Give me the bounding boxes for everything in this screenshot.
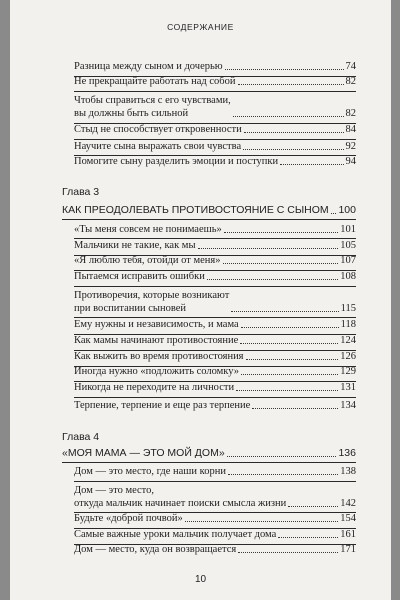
toc-entry-page: 94 (345, 156, 356, 167)
running-header: СОДЕРЖАНИЕ (167, 22, 234, 32)
toc-entry-page: 118 (340, 319, 356, 330)
toc-entry-page: 74 (345, 61, 356, 72)
leader-dots (231, 311, 338, 312)
toc-entry-page: 107 (340, 255, 356, 266)
toc-entry (74, 318, 356, 331)
toc-entry-title: Никогда не переходите на личности (74, 382, 235, 393)
toc-section-page: 136 (338, 447, 356, 459)
leader-dots (233, 116, 344, 117)
leader-dots (240, 343, 338, 344)
toc-entry-title-line: при воспитании сыновей (74, 303, 187, 314)
section-divider (62, 462, 356, 463)
toc-entry (74, 543, 356, 556)
toc-entry-page: 142 (340, 498, 356, 509)
leader-dots (238, 552, 338, 553)
leader-dots (238, 84, 344, 85)
leader-dots (331, 213, 337, 214)
leader-dots (207, 279, 338, 280)
toc-entry-page: 82 (345, 76, 356, 87)
toc-entry-page: 126 (340, 351, 356, 362)
toc-entry-title: Ему нужны и независимость, и мама (74, 319, 239, 330)
leader-dots (278, 537, 338, 538)
toc-entry (74, 270, 356, 283)
toc-entry (74, 155, 356, 168)
leader-dots (223, 263, 339, 264)
toc-section (62, 204, 356, 217)
toc-entry (74, 289, 356, 315)
toc-entry-page: 131 (340, 382, 356, 393)
toc-entry (74, 223, 356, 236)
toc-entry (74, 528, 356, 541)
leader-dots (236, 390, 338, 391)
toc-entry-page: 154 (340, 513, 356, 524)
toc-entry (74, 484, 356, 510)
toc-entry-page: 134 (340, 400, 356, 411)
toc-entry-title: Терпение, терпение и еще раз терпение (74, 400, 251, 411)
leader-dots (241, 374, 338, 375)
toc-entry-title: Помогите сыну разделить эмоции и поступки (74, 156, 279, 167)
section-divider (62, 219, 356, 220)
leader-dots (185, 521, 338, 522)
toc-entry-title: Будьте «доброй почвой» (74, 513, 183, 524)
toc-entry-page: 124 (340, 335, 356, 346)
toc-entry-title (74, 484, 286, 510)
toc-entry-title: Как выжить во время противостояния (74, 351, 244, 362)
toc-entry (74, 140, 356, 153)
toc-entry-title: «Ты меня совсем не понимаешь» (74, 224, 222, 235)
toc-entry-title: Иногда нужно «подложить соломку» (74, 366, 240, 377)
toc-entry-title: Пытаемся исправить ошибки (74, 271, 205, 282)
toc-entry-page: 84 (345, 124, 356, 135)
entry-divider (74, 481, 356, 482)
toc-entry-page: 171 (340, 544, 356, 555)
chapter-label: Глава 4 (62, 431, 100, 443)
toc-entry (74, 465, 356, 478)
toc-entry (74, 512, 356, 525)
toc-entry-title: «Я люблю тебя, отойди от меня» (74, 255, 221, 266)
toc-entry-page: 161 (340, 529, 356, 540)
entry-divider (74, 91, 356, 92)
toc-section (62, 447, 356, 460)
toc-entry-title (74, 289, 229, 315)
toc-entry-page: 105 (340, 240, 356, 251)
toc-entry (74, 381, 356, 394)
toc-entry-title: Самые важные уроки мальчик получает дома (74, 529, 277, 540)
toc-section-title: «МОЯ МАМА — ЭТО МОЙ ДОМ» (62, 447, 225, 459)
leader-dots (288, 506, 338, 507)
toc-entry (74, 94, 356, 120)
entry-divider (74, 397, 356, 398)
toc-entry-title (74, 94, 231, 120)
toc-entry-title: Мальчики не такие, как мы (74, 240, 196, 251)
toc-section-title: КАК ПРЕОДОЛЕВАТЬ ПРОТИВОСТОЯНИЕ С СЫНОМ (62, 204, 329, 216)
toc-entry (74, 399, 356, 412)
toc-entry-title-line: вы должны быть сильной (74, 108, 189, 119)
book-page (10, 0, 391, 600)
page-number: 10 (194, 574, 207, 585)
toc-entry-title: Разница между сыном и дочерью (74, 61, 223, 72)
leader-dots (244, 132, 344, 133)
toc-entry-page: 138 (340, 466, 356, 477)
toc-entry (74, 60, 356, 73)
chapter-label: Глава 3 (62, 186, 100, 198)
leader-dots (228, 474, 338, 475)
toc-entry-title: Стыд не способствует откровенности (74, 124, 242, 135)
toc-entry-page: 108 (340, 271, 356, 282)
leader-dots (227, 456, 337, 457)
leader-dots (252, 408, 338, 409)
toc-section-page: 100 (338, 204, 356, 216)
toc-entry-title: Не прекращайте работать над собой (74, 76, 236, 87)
toc-entry-page: 92 (345, 141, 356, 152)
toc-entry-title: Как мамы начинают противостояние (74, 335, 239, 346)
toc-entry-page: 115 (340, 303, 356, 314)
toc-entry-title-line: откуда мальчик начинает поиски смысла жизни (74, 498, 287, 509)
toc-entry (74, 239, 356, 252)
leader-dots (241, 327, 339, 328)
toc-entry (74, 254, 356, 267)
toc-entry (74, 334, 356, 347)
entry-divider (74, 286, 356, 287)
toc-entry (74, 123, 356, 136)
toc-entry (74, 365, 356, 378)
toc-entry-title: Научите сына выражать свои чувства (74, 141, 242, 152)
toc-entry-page: 129 (340, 366, 356, 377)
toc-entry (74, 75, 356, 88)
toc-entry-title-line: Чтобы справиться с его чувствами, (74, 95, 231, 106)
toc-entry-title-line: Противоречия, которые возникают (74, 290, 230, 301)
leader-dots (225, 69, 344, 70)
toc-entry-page: 101 (340, 224, 356, 235)
toc-entry (74, 350, 356, 363)
leader-dots (246, 359, 339, 360)
toc-entry-page: 82 (345, 108, 356, 119)
leader-dots (198, 248, 339, 249)
toc-entry-title: Дом — это место, где наши корни (74, 466, 226, 477)
leader-dots (280, 164, 343, 165)
leader-dots (224, 232, 338, 233)
toc-entry-title: Дом — место, куда он возвращается (74, 544, 237, 555)
leader-dots (243, 149, 343, 150)
toc-entry-title-line: Дом — это место, (74, 485, 154, 496)
